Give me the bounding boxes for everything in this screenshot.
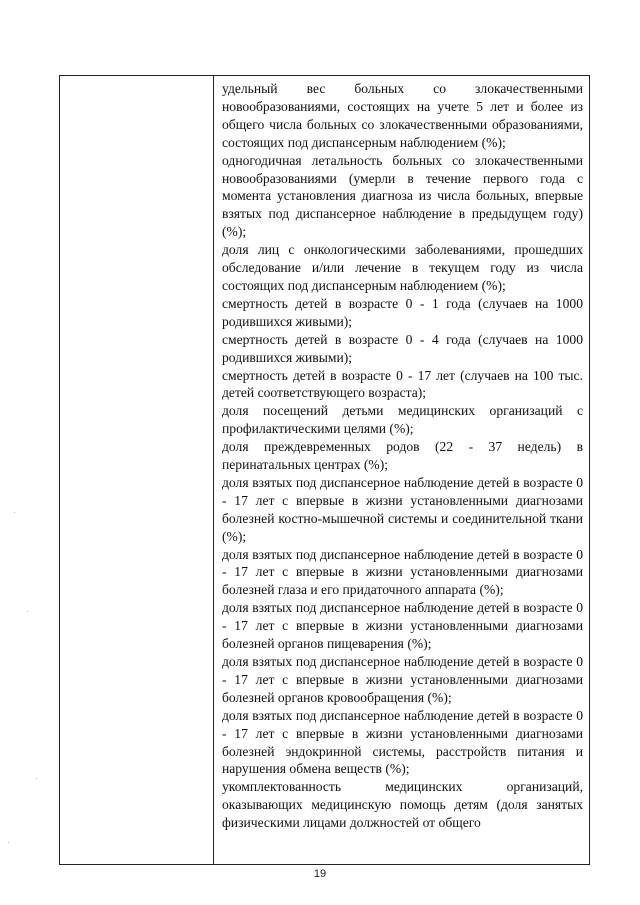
indicator-item: укомплектованность медицинских организаций, оказывающих медицинскую помощь детям (доля занятых физическими лицами должностей от общего bbox=[222, 779, 583, 831]
indicator-item: доля взятых под диспансерное наблюдение детей в возрасте 0 - 17 лет с впервые в жизни установленными диагнозами болезней глаза и его придаточного аппарата (%); bbox=[222, 546, 583, 598]
scan-speck bbox=[36, 778, 37, 779]
indicator-item: доля взятых под диспансерное наблюдение детей в возрасте 0 - 17 лет с впервые в жизни установленными диагнозами болезней органов пищеварения (%); bbox=[222, 600, 583, 652]
indicator-item: доля лиц с онкологическими заболеваниями, прошедших обследование и/или лечение в текущем году из числа состоящих под диспансерным наблюдением (%); bbox=[222, 242, 583, 293]
table-right-column bbox=[213, 76, 589, 864]
page-number: 19 bbox=[313, 868, 327, 880]
scan-speck bbox=[8, 842, 9, 843]
indicator-item: доля посещений детьми медицинских организаций с профилактическими целями (%); bbox=[222, 403, 583, 437]
indicator-item: удельный вес больных со злокачественными новообразованиями, состоящих на учете 5 лет и более из общего числа больных со злокачественными образованиями, состоящих под диспансерным наблюдением (%); bbox=[222, 81, 583, 150]
indicator-item: доля взятых под диспансерное наблюдение детей в возрасте 0 - 17 лет с впервые в жизни установленными диагнозами болезней эндокринной системы, расстройств питания и нарушения обмена веществ (%); bbox=[222, 707, 583, 777]
scan-speck bbox=[27, 611, 28, 612]
document-table bbox=[59, 75, 590, 865]
scan-speck bbox=[14, 512, 15, 513]
indicator-item: доля взятых под диспансерное наблюдение детей в возрасте 0 - 17 лет с впервые в жизни установленными диагнозами болезней органов кровообращения (%); bbox=[222, 654, 583, 705]
indicator-item: смертность детей в возрасте 0 - 1 года (случаев на 1000 родившихся живыми); bbox=[222, 295, 583, 329]
indicator-item: доля взятых под диспансерное наблюдение детей в возрасте 0 - 17 лет с впервые в жизни установленными диагнозами болезней костно-мышечной системы и соединительной ткани (%); bbox=[222, 474, 583, 544]
table-left-column bbox=[60, 76, 214, 864]
indicator-item: доля преждевременных родов (22 - 37 недель) в перинатальных центрах (%); bbox=[222, 439, 583, 473]
indicator-item: одногодичная летальность больных со злокачественными новообразованиями (умерли в течение первого года с момента установления диагноза из числа больных, впервые взятых под диспансерное наблюдение в предыдущем году) (%); bbox=[222, 152, 583, 240]
indicator-item: смертность детей в возрасте 0 - 17 лет (случаев на 100 тыс. детей соответствующего возраста); bbox=[222, 367, 583, 401]
indicator-item: смертность детей в возрасте 0 - 4 года (случаев на 1000 родившихся живыми); bbox=[222, 331, 583, 365]
